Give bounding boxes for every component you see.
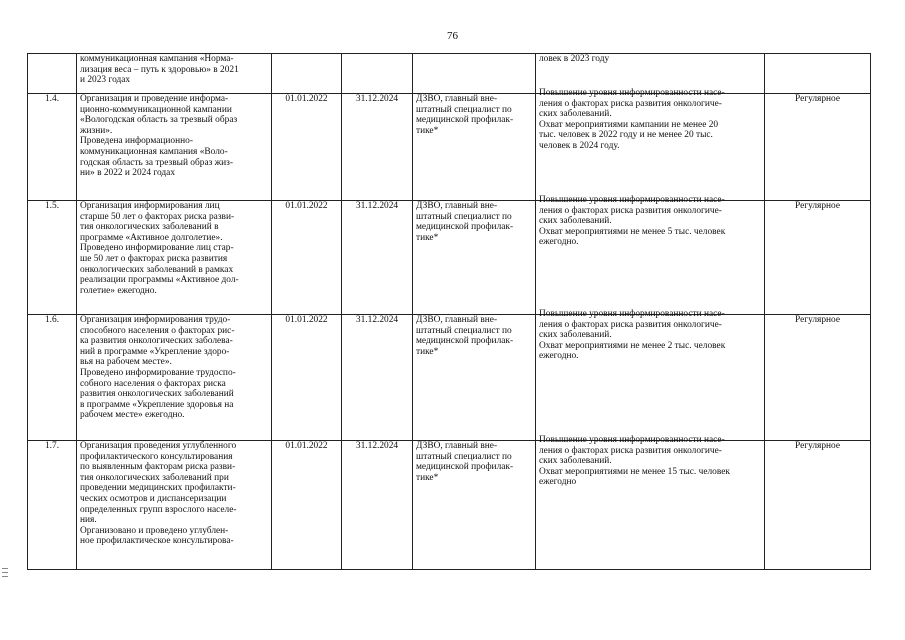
activities-table: [27, 53, 871, 570]
responsible-cell-line: штатный специалист по: [416, 211, 512, 222]
page-number: 76: [447, 30, 458, 42]
periodicity-cell: Регулярное: [765, 94, 871, 201]
result-cell: [536, 435, 765, 570]
description-cell-line: жизни».: [80, 125, 113, 136]
item-number-cell: [28, 54, 77, 94]
table-row: [28, 201, 871, 315]
item-number-cell: 1.5.: [28, 201, 77, 315]
description-cell-line: голетие» ежегодно.: [80, 285, 157, 296]
description-cell-line: программе «Активное долголетие».: [80, 232, 223, 243]
end-date-cell: 31.12.2024: [342, 94, 413, 201]
description-cell-line: Проведена информационно-: [80, 136, 193, 147]
description-cell-line: онкологических заболеваний в рамках: [80, 264, 234, 275]
end-date-cell: 31.12.2024: [342, 441, 413, 570]
responsible-cell-line: ДЗВО, главный вне-: [416, 201, 498, 211]
description-cell-line: развития онкологических заболеваний: [80, 389, 234, 400]
description-cell-line: способного населения о факторах рис-: [80, 325, 235, 336]
start-date-cell: 01.01.2022: [272, 201, 342, 315]
description-cell-line: тия онкологических заболеваний в: [80, 222, 219, 233]
description-cell-line: ше 50 лет о факторах риска развития: [80, 253, 228, 264]
description-cell-line: собного населения о факторах риска: [80, 378, 226, 389]
description-cell: [77, 315, 272, 441]
result-cell-line: ления о факторах риска развития онкологиче-: [539, 205, 722, 216]
description-cell-line: в программе «Укрепление здоровья на: [80, 399, 234, 410]
description-cell-line: коммуникационная кампания «Норма-: [80, 54, 234, 64]
result-cell-line: ления о факторах риска развития онкологиче-: [539, 445, 722, 456]
description-cell-line: старше 50 лет о факторах риска разви-: [80, 211, 235, 222]
description-cell-line: Организовано и проведено углублен-: [80, 525, 229, 536]
description-cell-line: ка развития онкологических заболева-: [80, 336, 233, 347]
result-cell-line: человек в 2024 году.: [539, 140, 620, 151]
result-cell-line: Охват мероприятиями не менее 5 тыс. человек: [539, 226, 726, 237]
result-cell-line: ловек в 2023 году: [539, 54, 610, 64]
description-cell-line: коммуникационная кампания «Воло-: [80, 146, 228, 157]
description-cell: [77, 54, 272, 94]
responsible-cell-line: медицинской профилак-: [416, 115, 514, 126]
end-date-cell: 31.12.2024: [342, 315, 413, 441]
responsible-cell: [413, 441, 536, 570]
description-cell-line: Проведено информирование лиц стар-: [80, 243, 234, 254]
responsible-cell-line: ДЗВО, главный вне-: [416, 441, 498, 451]
responsible-cell-line: медицинской профилак-: [416, 222, 514, 233]
responsible-cell-line: медицинской профилак-: [416, 462, 514, 473]
description-cell-line: ни» в 2022 и 2024 годах: [80, 168, 176, 179]
table-row: [28, 441, 871, 570]
item-number-cell: 1.7.: [28, 441, 77, 570]
responsible-cell-line: тике*: [416, 472, 439, 483]
result-cell-line: Охват мероприятиями не менее 2 тыс. человек: [539, 340, 726, 351]
result-cell-line: ежегодно.: [539, 237, 579, 248]
result-cell-line: Повышение уровня информированности насе-: [539, 435, 725, 445]
result-cell-line: ления о факторах риска развития онкологиче-: [539, 319, 722, 330]
responsible-cell: [413, 315, 536, 441]
description-cell-line: «Вологодская область за трезвый образ: [80, 115, 238, 126]
result-cell: [536, 88, 765, 201]
description-cell-line: ное профилактическое консультирова-: [80, 536, 234, 547]
result-cell: [536, 309, 765, 441]
description-cell-line: ний в программе «Укрепление здоро-: [80, 346, 230, 357]
periodicity-cell: [765, 54, 871, 94]
description-cell-line: и 2023 годах: [80, 75, 131, 86]
responsible-cell-line: ДЗВО, главный вне-: [416, 94, 498, 104]
margin-marks: [2, 568, 8, 582]
result-cell-line: тыс. человек в 2022 году и не менее 20 тыс.: [539, 130, 713, 141]
result-cell-line: ских заболеваний.: [539, 109, 612, 120]
description-cell-line: годская область за трезвый образ жиз-: [80, 157, 233, 168]
result-cell-line: Охват мероприятиями кампании не менее 20: [539, 119, 719, 130]
description-cell-line: Организация информирования трудо-: [80, 315, 231, 325]
responsible-cell: [413, 94, 536, 201]
description-cell-line: Организация информирования лиц: [80, 201, 220, 211]
responsible-cell-line: ДЗВО, главный вне-: [416, 315, 498, 325]
end-date-cell: [342, 54, 413, 94]
description-cell-line: лизация веса – путь к здоровью» в 2021: [80, 64, 239, 75]
item-number-cell: 1.6.: [28, 315, 77, 441]
responsible-cell-line: штатный специалист по: [416, 104, 512, 115]
start-date-cell: 01.01.2022: [272, 94, 342, 201]
description-cell: [77, 94, 272, 201]
description-cell-line: Организация проведения углубленного: [80, 441, 237, 451]
result-cell-line: Повышение уровня информированности насе-: [539, 309, 725, 319]
description-cell-line: вья на рабочем месте».: [80, 357, 172, 368]
description-cell: [77, 201, 272, 315]
description-cell-line: тия онкологических заболеваний при: [80, 472, 229, 483]
responsible-cell: [413, 201, 536, 315]
result-cell-line: ежегодно.: [539, 351, 579, 362]
result-cell-line: ежегодно: [539, 477, 577, 488]
start-date-cell: 01.01.2022: [272, 441, 342, 570]
start-date-cell: [272, 54, 342, 94]
responsible-cell-line: тике*: [416, 232, 439, 243]
description-cell: [77, 441, 272, 570]
periodicity-cell: Регулярное: [765, 315, 871, 441]
description-cell-line: по выявленным факторам риска разви-: [80, 462, 236, 473]
periodicity-cell: Регулярное: [765, 441, 871, 570]
result-cell: [536, 195, 765, 315]
description-cell-line: ческих осмотров и диспансеризации: [80, 493, 227, 504]
responsible-cell-line: тике*: [416, 346, 439, 357]
result-cell-line: ских заболеваний.: [539, 456, 612, 467]
description-cell-line: Проведено информирование трудоспо-: [80, 367, 236, 378]
responsible-cell-line: тике*: [416, 125, 439, 136]
result-cell-line: Охват мероприятиями не менее 15 тыс. человек: [539, 466, 730, 477]
description-cell-line: Организация и проведение информа-: [80, 94, 229, 104]
description-cell-line: реализации программы «Активное дол-: [80, 275, 239, 286]
description-cell-line: ционно-коммуникационной кампании: [80, 104, 232, 115]
description-cell-line: проведении медицинских профилакти-: [80, 483, 236, 494]
description-cell-line: определенных групп взрослого населе-: [80, 504, 237, 515]
table-row: [28, 315, 871, 441]
responsible-cell-line: штатный специалист по: [416, 451, 512, 462]
periodicity-cell: Регулярное: [765, 201, 871, 315]
result-cell-line: Повышение уровня информированности насе-: [539, 88, 725, 98]
end-date-cell: 31.12.2024: [342, 201, 413, 315]
result-cell-line: ских заболеваний.: [539, 330, 612, 341]
result-cell-line: ских заболеваний.: [539, 216, 612, 227]
table-row: [28, 94, 871, 201]
responsible-cell-line: медицинской профилак-: [416, 336, 514, 347]
result-cell-line: ления о факторах риска развития онкологиче-: [539, 98, 722, 109]
responsible-cell: [413, 54, 536, 94]
description-cell-line: ния.: [80, 515, 97, 526]
responsible-cell-line: штатный специалист по: [416, 325, 512, 336]
item-number-cell: 1.4.: [28, 94, 77, 201]
description-cell-line: рабочем месте» ежегодно.: [80, 410, 185, 421]
description-cell-line: профилактического консультирования: [80, 451, 233, 462]
result-cell-line: Повышение уровня информированности насе-: [539, 195, 725, 205]
start-date-cell: 01.01.2022: [272, 315, 342, 441]
